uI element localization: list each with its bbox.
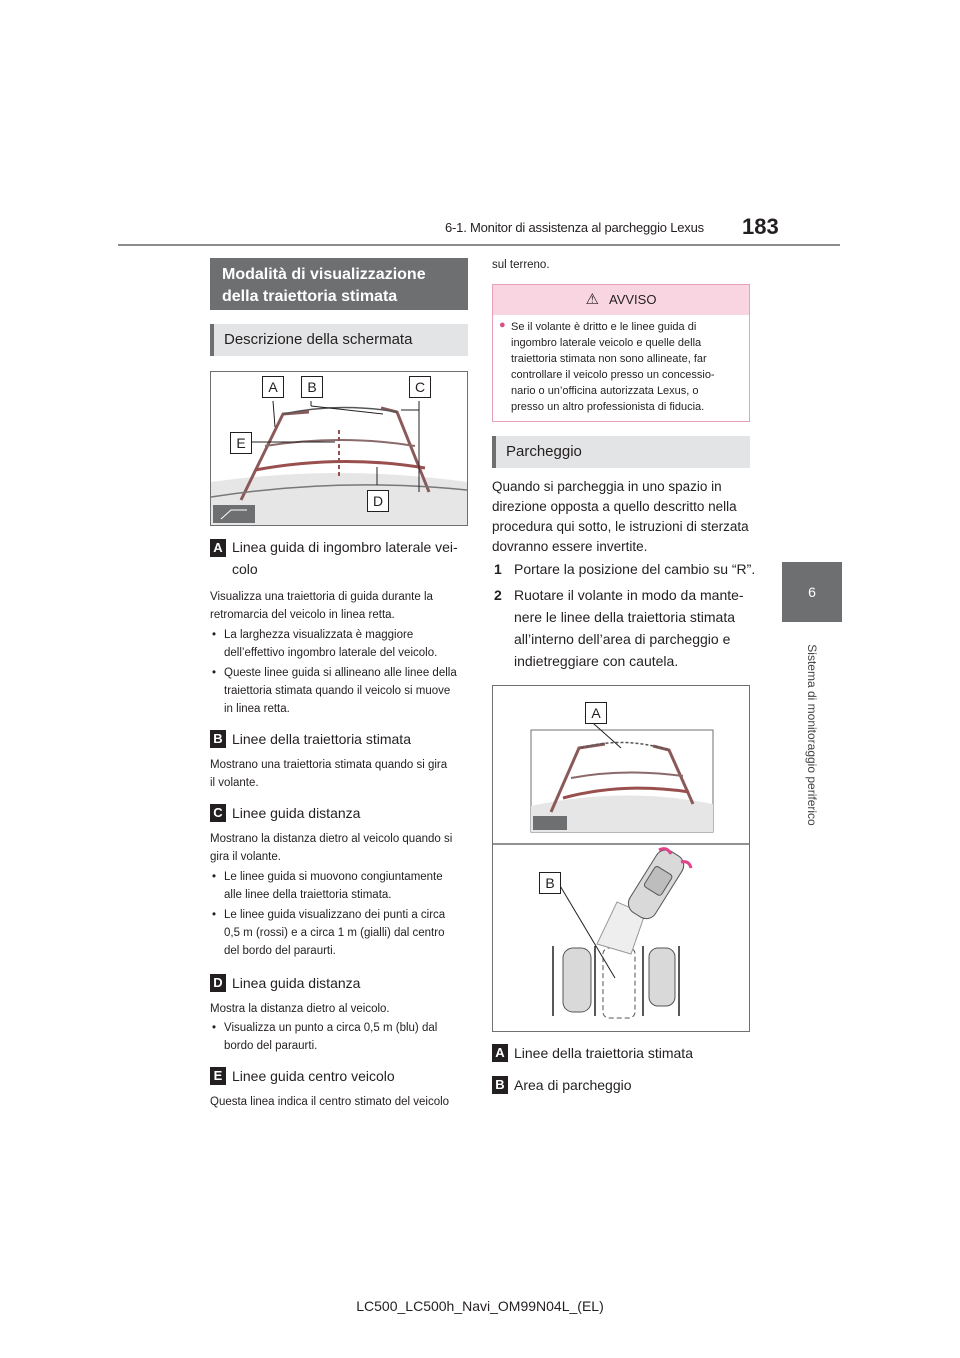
item-desc-a-1: Visualizza una traiettoria di guida durante la: [210, 591, 433, 603]
main-heading: Modalità di visualizzazione della traiettoria stimata: [210, 258, 468, 310]
figure-label-d: D: [367, 490, 389, 512]
item-bullet-c-1-l2: alle linee della traiettoria stimata.: [224, 889, 392, 901]
intro-line: Quando si parcheggia in uno spazio in: [492, 479, 722, 494]
step-number-2: 2: [494, 587, 502, 603]
sub-heading-parking: Parcheggio: [492, 436, 750, 468]
item-desc-c-2: gira il volante.: [210, 851, 281, 863]
figure-label-e: E: [230, 432, 252, 454]
bullet-dot: •: [212, 909, 217, 921]
parking-figure-label-a: A: [585, 702, 607, 724]
item-bullet-a-2-l2: traiettoria stimata quando il veicolo si muove: [224, 685, 451, 697]
item-desc-b-1: Mostrano una traiettoria stimata quando si gira: [210, 759, 448, 771]
bullet-dot: •: [212, 1022, 217, 1034]
item-desc-a-2: retromarcia del veicolo in linea retta.: [210, 609, 395, 621]
bullet-dot: •: [212, 871, 217, 883]
legend-letter-a: A: [492, 1044, 508, 1062]
item-letter-e: E: [210, 1067, 226, 1085]
item-bullet-c-2-l1: Le linee guida visualizzano dei punti a circa: [224, 909, 446, 921]
item-bullet-d-1-l2: bordo del paraurti.: [224, 1040, 318, 1052]
item-letter-d: D: [210, 974, 226, 992]
item-letter-a: A: [210, 539, 226, 557]
item-bullet-a-1-l2: dell’effettivo ingombro laterale del veicolo.: [224, 647, 438, 659]
item-bullet-a-1-l1: La larghezza visualizzata è maggiore: [224, 629, 414, 641]
header-divider: [118, 244, 840, 246]
step-text-2-l2: nere le linee della traiettoria stimata: [514, 609, 736, 625]
warning-triangle-icon: ⚠: [585, 291, 599, 308]
warning-box: [492, 284, 750, 422]
legend-text-b: Area di parcheggio: [514, 1077, 632, 1093]
chapter-side-label: Sistema di monitoraggio periferico: [805, 644, 819, 826]
parking-figure-label-b: B: [539, 872, 561, 894]
bullet-dot: •: [212, 667, 217, 679]
warning-line: presso un altro professionista di fiducia.: [511, 401, 705, 413]
item-desc-b-2: il volante.: [210, 777, 259, 789]
intro-line: direzione opposta a quello descritto nella: [492, 499, 737, 514]
warning-bullet-icon: ●: [499, 319, 506, 331]
chapter-side-label-wrap: [782, 620, 842, 850]
parking-illustration: [493, 686, 749, 1031]
item-bullet-c-2-l2: 0,5 m (rossi) e a circa 1 m (gialli) dal centro: [224, 927, 445, 939]
item-desc-c-1: Mostrano la distanza dietro al veicolo quando si: [210, 833, 453, 845]
warning-header: [493, 285, 749, 315]
item-letter-b: B: [210, 730, 226, 748]
page-number: 183: [742, 214, 779, 239]
sub-heading-screen: Descrizione della schermata: [210, 324, 468, 356]
step-text-2-l3: all’interno dell’area di parcheggio e: [514, 631, 731, 647]
figure-label-a: A: [262, 376, 284, 398]
item-desc-d-1: Mostra la distanza dietro al veicolo.: [210, 1003, 390, 1015]
warning-line: controllare il veicolo presso un concessio-: [511, 369, 715, 381]
item-desc-e-1: Questa linea indica il centro stimato del veicolo: [210, 1096, 450, 1108]
step-text-2-l1: Ruotare il volante in modo da mante-: [514, 587, 744, 603]
item-bullet-d-1-l1: Visualizza un punto a circa 0,5 m (blu) dal: [224, 1022, 438, 1034]
item-letter-c: C: [210, 804, 226, 822]
item-title-b: Linee della traiettoria stimata: [232, 731, 411, 747]
item-title-a-line1: Linea guida di ingombro laterale vei-: [232, 539, 458, 555]
header-section-title: 6-1. Monitor di assistenza al parcheggio Lexus: [445, 220, 704, 235]
intro-line: procedura qui sotto, le istruzioni di sterzata: [492, 519, 749, 534]
step-text-2-l4: indietreggiare con cautela.: [514, 653, 679, 669]
step-text-1: Portare la posizione del cambio su “R”.: [514, 561, 756, 577]
warning-title: AVVISO: [609, 292, 657, 307]
continued-text: sul terreno.: [492, 259, 550, 271]
step-number-1: 1: [494, 561, 502, 577]
chapter-tab[interactable]: 6: [782, 562, 842, 622]
item-title-a-line2: colo: [232, 561, 258, 577]
warning-line: Se il volante è dritto e le linee guida di: [511, 321, 697, 333]
warning-line: ingombro laterale veicolo e quelle della: [511, 337, 702, 349]
item-title-c: Linee guida distanza: [232, 805, 361, 821]
item-title-e: Linee guida centro veicolo: [232, 1068, 395, 1084]
bullet-dot: •: [212, 629, 217, 641]
parking-figure: [492, 685, 750, 1032]
warning-line: traiettoria stimata non sono allineate, far: [511, 353, 707, 365]
item-bullet-c-1-l1: Le linee guida si muovono congiuntamente: [224, 871, 443, 883]
camera-screen-figure: [210, 371, 468, 526]
item-title-d: Linea guida distanza: [232, 975, 361, 991]
figure-label-b: B: [301, 376, 323, 398]
item-bullet-a-2-l1: Queste linee guida si allineano alle linee della: [224, 667, 457, 679]
figure-label-c: C: [409, 376, 431, 398]
intro-line: dovranno essere invertite.: [492, 539, 648, 554]
warning-line: nario o un’officina autorizzata Lexus, o: [511, 385, 699, 397]
warning-text: [511, 319, 715, 415]
legend-text-a: Linee della traiettoria stimata: [514, 1045, 693, 1061]
item-bullet-a-2-l3: in linea retta.: [224, 703, 290, 715]
legend-letter-b: B: [492, 1076, 508, 1094]
item-bullet-c-2-l3: del bordo del paraurti.: [224, 945, 336, 957]
footer-doc-code: LC500_LC500h_Navi_OM99N04L_(EL): [356, 1298, 604, 1314]
